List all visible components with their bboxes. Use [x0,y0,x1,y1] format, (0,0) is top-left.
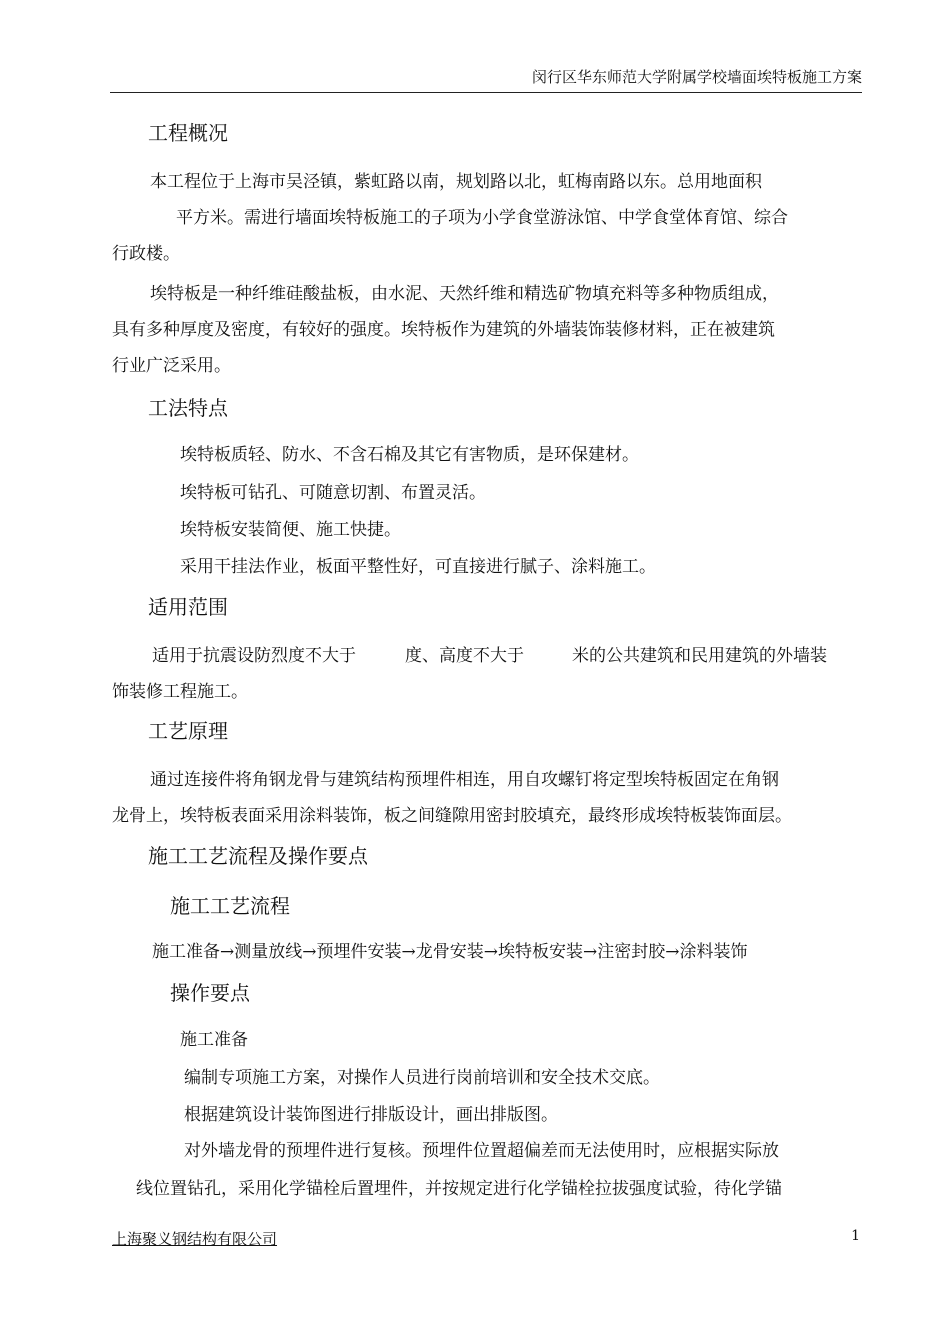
heading-process: 施工工艺流程及操作要点 [148,844,368,868]
overview2-line-2: 具有多种厚度及密度，有较好的强度。埃特板作为建筑的外墙装饰装修材料，正在被建筑 [112,320,775,340]
page-header [110,66,862,93]
principle-line-2: 龙骨上，埃特板表面采用涂料装饰，板之间缝隙用密封胶填充，最终形成埃特板装饰面层。 [112,806,792,826]
overview2-line-3: 行业广泛采用。 [112,356,231,376]
feature-item-4: 采用干挂法作业，板面平整性好，可直接进行腻子、涂料施工。 [180,557,656,577]
scope-text-c: 米的公共建筑和民用建筑的外墙装 [572,646,827,666]
feature-item-2: 埃特板可钻孔、可随意切割、布置灵活。 [180,483,486,503]
overview-line-3: 行政楼。 [112,244,180,264]
heading-overview: 工程概况 [148,121,228,145]
scope-text-a: 适用于抗震设防烈度不大于 [152,646,356,666]
subheading-key-points: 操作要点 [170,981,250,1005]
overview-line-1: 本工程位于上海市吴泾镇，紫虹路以南，规划路以北，虹梅南路以东。总用地面积 [150,172,762,192]
overview2-line-1: 埃特板是一种纤维硅酸盐板，由水泥、天然纤维和精选矿物填充料等多种物质组成， [150,284,779,304]
header-title: 闵行区华东师范大学附属学校墙面埃特板施工方案 [531,68,862,86]
subheading-process-flow: 施工工艺流程 [170,894,290,918]
prep-title: 施工准备 [180,1030,248,1050]
heading-scope: 适用范围 [148,595,228,619]
scope-text-b: 度、高度不大于 [405,646,524,666]
prep-paragraph-line-1: 对外墙龙骨的预埋件进行复核。预埋件位置超偏差而无法使用时，应根据实际放 [184,1141,779,1161]
process-flow-text: 施工准备→测量放线→预埋件安装→龙骨安装→埃特板安装→注密封胶→涂料装饰 [152,942,748,962]
feature-item-1: 埃特板质轻、防水、不含石棉及其它有害物质，是环保建材。 [180,445,639,465]
prep-item-2: 根据建筑设计装饰图进行排版设计，画出排版图。 [184,1105,558,1125]
feature-item-3: 埃特板安装简便、施工快捷。 [180,520,401,540]
prep-item-1: 编制专项施工方案，对操作人员进行岗前培训和安全技术交底。 [184,1068,660,1088]
scope-line-2: 饰装修工程施工。 [112,682,248,702]
principle-line-1: 通过连接件将角钢龙骨与建筑结构预埋件相连，用自攻螺钉将定型埃特板固定在角钢 [150,770,779,790]
heading-features: 工法特点 [148,396,228,420]
page-number: 1 [851,1228,860,1244]
heading-principle: 工艺原理 [148,719,228,743]
footer-company: 上海聚义钢结构有限公司 [112,1230,278,1248]
prep-paragraph-line-2: 线位置钻孔，采用化学锚栓后置埋件，并按规定进行化学锚栓拉拔强度试验，待化学锚 [136,1179,782,1199]
overview-line-2: 平方米。需进行墙面埃特板施工的子项为小学食堂游泳馆、中学食堂体育馆、综合 [176,208,788,228]
